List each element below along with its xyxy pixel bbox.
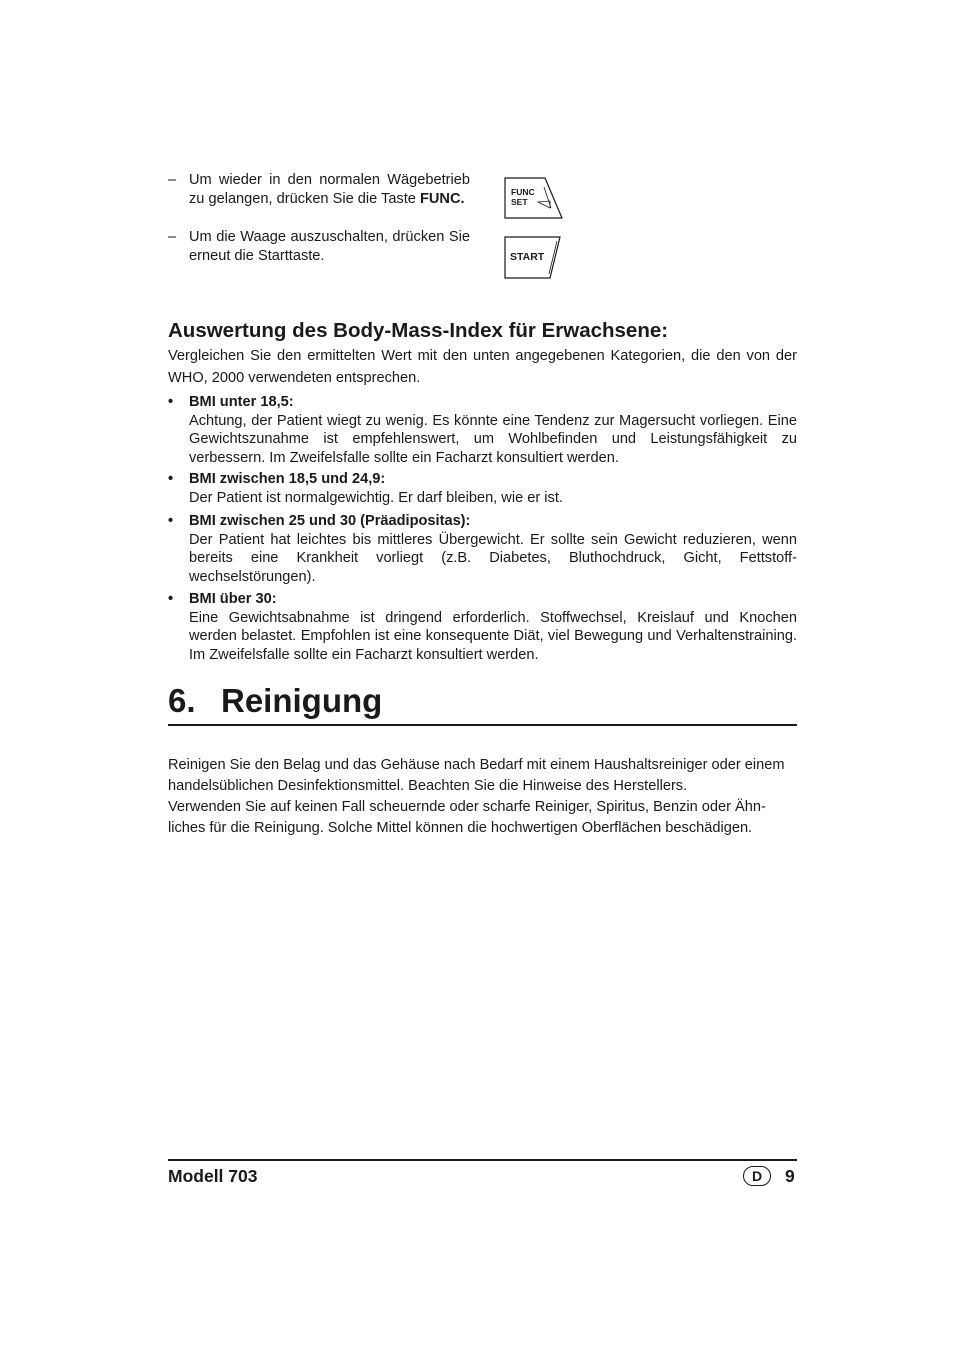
bullet-marker: • xyxy=(168,591,174,607)
page-number: 9 xyxy=(785,1166,795,1186)
bmi-item-title: BMI zwischen 18,5 und 24,9: xyxy=(189,471,386,487)
bmi-heading: Auswertung des Body-Mass-Index für Erwachsene: xyxy=(168,319,669,342)
section-rule xyxy=(168,724,797,726)
bmi-item-title: BMI zwischen 25 und 30 (Präadipositas): xyxy=(189,513,471,529)
step-text: Um die Waage auszuschalten, drücken Sie erneut die Starttaste. xyxy=(189,229,470,264)
bmi-item-obese xyxy=(168,590,797,664)
section-title: Reinigung xyxy=(221,682,383,719)
func-set-key-icon xyxy=(504,177,564,219)
bullet-marker: • xyxy=(168,513,174,529)
footer-model: Modell 703 xyxy=(168,1166,258,1186)
cleaning-paragraph-1: Reinigen Sie den Belag und das Gehäuse nach Bedarf mit einem Haushaltsreiniger oder einem handelsüblichen Desinfektionsmittel. Beachten Sie die Hinweise des Herstellers. xyxy=(168,757,785,794)
func-label: FUNC xyxy=(511,187,535,197)
start-label: START xyxy=(510,251,545,263)
bmi-item-text: Der Patient hat leichtes bis mittleres Übergewicht. Er sollte sein Gewicht reduzieren, wenn bereits eine Krankheit vorliegt (z.B. Diabetes, Bluthochdruck, Gicht, Fettstoffwechselstörungen). xyxy=(189,531,797,585)
set-label: SET xyxy=(511,197,528,207)
bmi-item-normal xyxy=(168,470,797,507)
start-key-icon xyxy=(504,236,562,279)
step-func xyxy=(168,171,470,208)
dash-marker: – xyxy=(168,172,177,188)
bullet-marker: • xyxy=(168,394,174,410)
bmi-item-text: Der Patient ist normalgewichtig. Er darf bleiben, wie er ist. xyxy=(189,489,563,506)
bmi-intro: Vergleichen Sie den ermittelten Wert mit den unten angegebenen Kategorien, die den von der WHO, 2000 verwendeten entsprechen. xyxy=(168,348,797,386)
footer-rule xyxy=(168,1159,797,1161)
bmi-item-preobese xyxy=(168,512,797,586)
cleaning-paragraph-2: Verwenden Sie auf keinen Fall scheuernde oder scharfe Reiniger, Spiritus, Benzin oder Ähnliches für die Reinigung. Solche Mittel können die hochwertigen Oberflächen beschädigen. xyxy=(168,799,766,836)
bullet-marker: • xyxy=(168,471,174,487)
bmi-item-text: Eine Gewichtsabnahme ist dringend erforderlich. Stoffwechsel, Kreislauf und Knochen werden belastet. Empfohlen ist eine konsequente Diät, viel Bewegung und Verhaltenstraining. Im Zweifelsfalle sollte ein Facharzt konsultiert werden. xyxy=(189,609,797,663)
language-badge: D xyxy=(743,1166,771,1186)
bmi-item-title: BMI unter 18,5: xyxy=(189,394,294,410)
dash-marker: – xyxy=(168,229,177,245)
bmi-item-title: BMI über 30: xyxy=(189,591,277,607)
section-number: 6. xyxy=(168,682,196,719)
bmi-item-underweight xyxy=(168,393,797,467)
step-text: Um wieder in den normalen Wägebetrieb zu gelangen, drücken Sie die Taste FUNC. xyxy=(189,172,470,207)
bmi-item-text: Achtung, der Patient wiegt zu wenig. Es könnte eine Tendenz zur Magersucht vorliegen. Eine Gewichtszunahme ist empfehlenswert, um Wohlbefinden und Leistungsfähigkeit zu verbessern. Im Zweifelsfalle sollte ein Facharzt konsultiert werden. xyxy=(189,412,797,466)
func-key-label: FUNC. xyxy=(419,190,465,207)
step-start xyxy=(168,228,470,265)
